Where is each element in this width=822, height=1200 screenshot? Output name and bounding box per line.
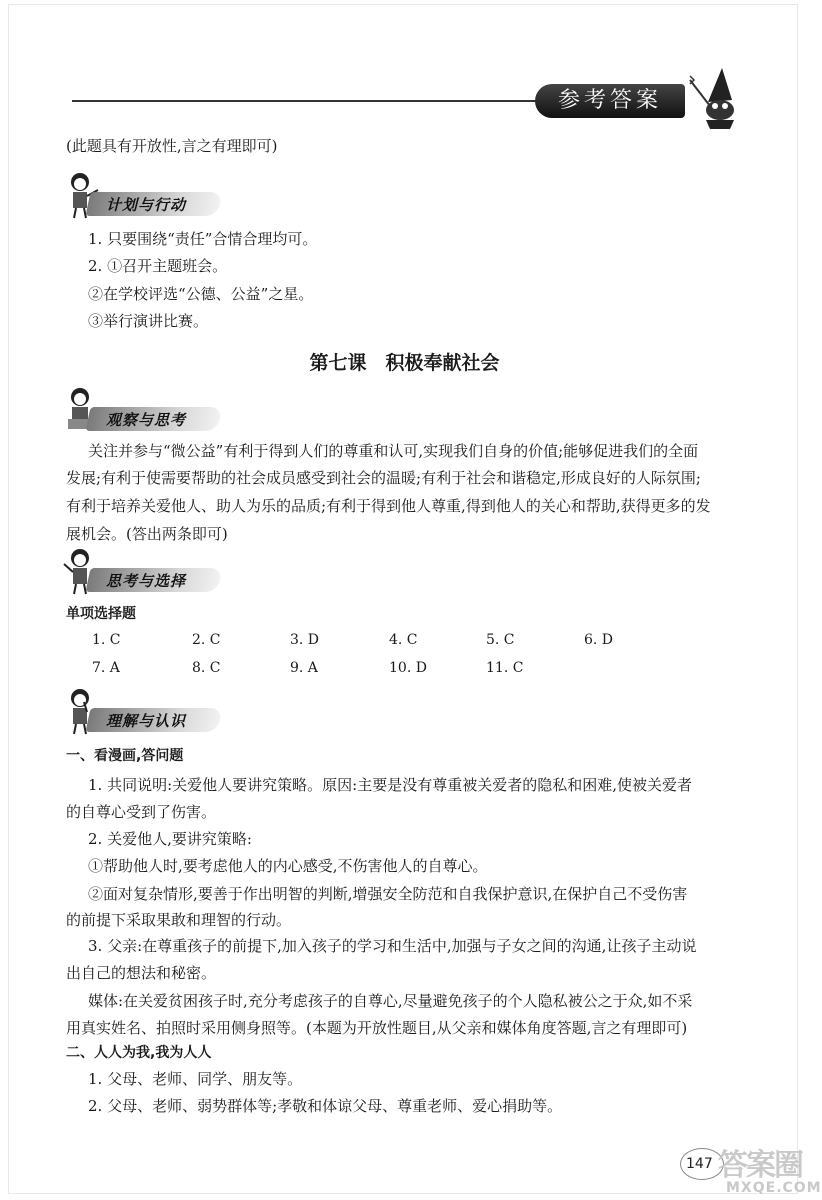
part1-line: ①帮助他人时,要考虑他人的内心感受,不伤害他人的自尊心。 [88,857,488,875]
lesson-title: 第七课 积极奉献社会 [309,352,500,374]
banner-label: 计划与行动 [106,196,187,214]
plan-line: 2. ①召开主题班会。 [88,257,228,275]
wizard-mascot-icon [688,66,752,130]
part1-line: 的自尊心受到了伤害。 [66,803,217,821]
part2-line: 2. 父母、老师、弱势群体等;孝敬和体谅父母、尊重老师、爱心捐助等。 [88,1097,563,1115]
part1-line: 的前提下采取果敢和理智的行动。 [66,911,292,929]
answer-item: 6. D [584,632,614,648]
banner-plan [62,170,222,220]
observe-line: 发展;有利于使需要帮助的社会成员感受到社会的温暖;有利于社会和谐稳定,形成良好的人际氛围; [66,469,701,487]
answer-item: 5. C [486,632,515,648]
banner-choice [62,546,222,596]
header-tab: 参考答案 [535,84,685,118]
watermark [718,1140,822,1200]
part1-heading: 一、看漫画,答问题 [66,748,184,764]
plan-line: 1. 只要围绕“责任”合情合理均可。 [88,230,318,248]
part2-heading: 二、人人为我,我为人人 [66,1045,212,1061]
watermark-bottom: MXQE.COM [726,1180,822,1196]
answer-item: 1. C [92,632,121,648]
answer-item: 8. C [192,660,221,676]
plan-line: ③举行演讲比赛。 [88,312,209,330]
answer-item: 10. D [389,660,427,676]
answer-item: 7. A [92,660,120,676]
banner-label: 理解与认识 [106,712,187,730]
part1-line: 2. 关爱他人,要讲究策略: [88,830,252,848]
banner-label: 思考与选择 [106,572,187,590]
part1-line: 3. 父亲:在尊重孩子的前提下,加入孩子的学习和生活中,加强与子女之间的沟通,让孩子主动说 [88,937,697,955]
part1-line: 1. 共同说明:关爱他人要讲究策略。原因:主要是没有尊重被关爱者的隐私和困难,使被关爱者 [88,776,692,794]
intro-note: (此题具有开放性,言之有理即可) [66,137,278,155]
answer-item: 11. C [486,660,524,676]
answer-item: 9. A [290,660,318,676]
choice-subheading: 单项选择题 [66,606,136,622]
observe-line: 有利于培养关爱他人、助人为乐的品质;有利于得到他人尊重,得到他人的关心和帮助,获得更多的发 [66,497,711,515]
part1-line: ②面对复杂情形,要善于作出明智的判断,增强安全防范和自我保护意识,在保护自己不受伤害 [88,885,688,903]
part1-line: 出自己的想法和秘密。 [66,964,217,982]
part2-line: 1. 父母、老师、同学、朋友等。 [88,1070,303,1088]
answer-item: 2. C [192,632,221,648]
banner-understand [62,686,222,736]
header-rule [72,100,542,102]
page-number: 147 [686,1156,713,1172]
watermark-top: 答案圈 [718,1148,802,1183]
answer-item: 3. D [290,632,320,648]
part1-line: 媒体:在关爱贫困孩子时,充分考虑孩子的自尊心,尽量避免孩子的个人隐私被公之于众,如不采 [88,992,693,1010]
part1-line: 用真实姓名、拍照时采用侧身照等。(本题为开放性题目,从父亲和媒体角度答题,言之有理即可) [66,1019,688,1037]
observe-line: 关注并参与“微公益”有利于得到人们的尊重和认可,实现我们自身的价值;能够促进我们的全面 [88,442,699,460]
answer-item: 4. C [389,632,418,648]
banner-observe [62,385,222,435]
banner-label: 观察与思考 [106,411,187,429]
plan-line: ②在学校评选“公德、公益”之星。 [88,285,314,303]
observe-line: 展机会。(答出两条即可) [66,525,228,543]
